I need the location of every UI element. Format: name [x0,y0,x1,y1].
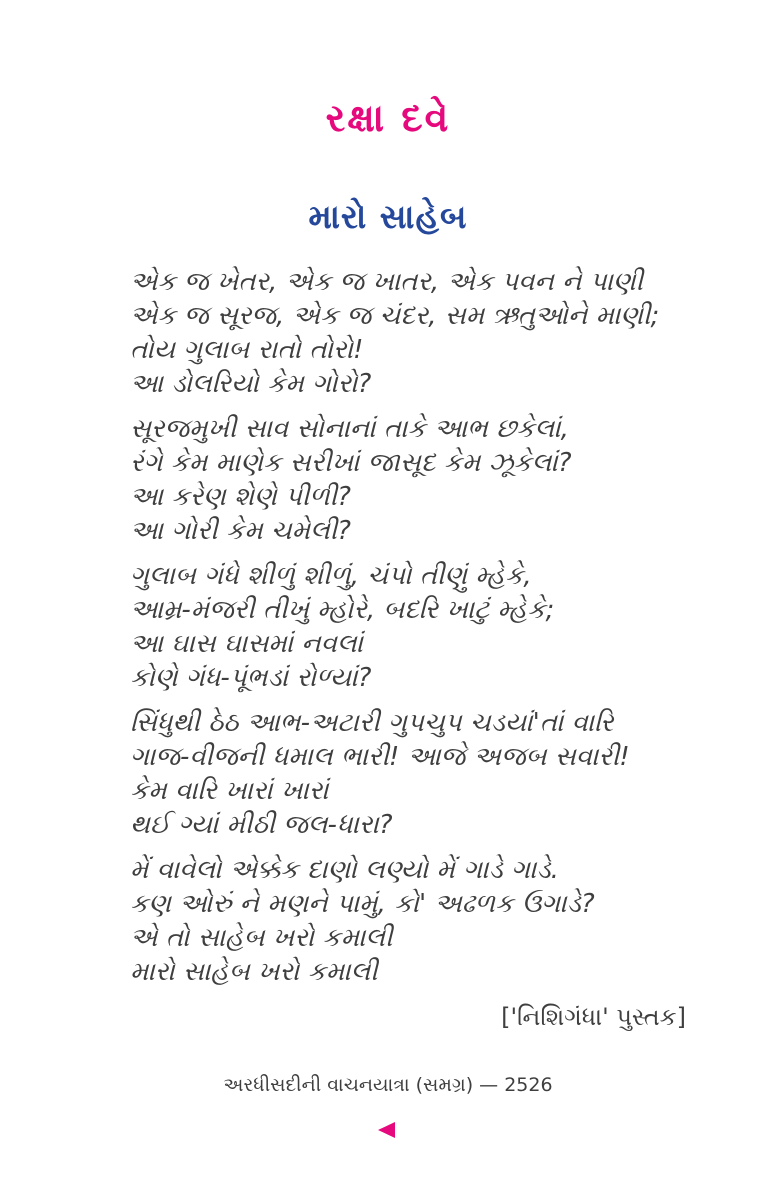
stanza-3 [130,559,716,695]
poem-line: આ ઘાસ ઘાસમાં નવલાં [130,629,364,659]
poem-line: રંગે કેમ માણેક સરીખાં જાસૂદ કેમ ઝૂકેલાં? [130,448,572,478]
poem-line: તોય ગુલાબ રાતો તોરો! [130,335,364,365]
poem-line: કેમ વારિ ખારાં ખારાં [130,776,329,806]
poem-line: એ તો સાહેબ ખરો કમાલી [130,923,393,953]
poem-line: એક જ સૂરજ, એક જ ચંદર, સમ ઋતુઓને માણી; [130,301,660,331]
poem-line: ગુલાબ ગંધે શીળું શીળું, ચંપો તીણું મ્હેકે, [130,561,532,591]
author-name: રક્ષા દવે [325,96,451,140]
poem-body [130,265,716,989]
poem-line: આ ડોલરિયો કેમ ગોરો? [130,369,372,399]
poem-line: આ કરેણ શેણે પીળી? [130,482,351,512]
source-attribution: ['નિશિગંધા' પુસ્તક] [501,1003,686,1031]
poem-line: મેં વાવેલો એક્કેક દાણો લણ્યો મેં ગાડે ગાડે. [130,855,559,885]
poem-title: મારો સાહેબ [308,197,468,236]
prev-page-arrow-icon[interactable] [378,1122,395,1138]
stanza-5 [130,853,716,989]
poem-line: ગાજ-વીજની ધમાલ ભારી! આજે અજબ સવારી! [130,742,630,772]
stanza-1 [130,265,716,401]
stanza-4 [130,706,716,842]
stanza-2 [130,412,716,548]
poem-line: થઈ ગ્યાં મીઠી જલ-ધારા? [130,810,393,840]
poem-line: સિંધુથી ઠેઠ આભ-અટારી ગુપચુપ ચડયાં'તાં વારિ [130,708,614,738]
poem-line: સૂરજમુખી સાવ સોનાનાં તાકે આભ છકેલાં, [130,414,569,444]
poem-line: આ ગોરી કેમ ચમેલી? [130,516,351,546]
poem-line: એક જ ખેતર, એક જ ખાતર, એક પવન ને પાણી [130,267,644,297]
poem-line: કણ ઓરું ને મણને પામું, કો' અઢળક ઉગાડે? [130,889,595,919]
poem-line: આમ્ર-મંજરી તીખું મ્હોરે, બદરિ ખાટું મ્હેકે; [130,595,555,625]
footer-text: અરધીસદીની વાચનયાત્રા (સમગ્ર) — 2526 [223,1074,553,1096]
poem-line: મારો સાહેબ ખરો કમાલી [130,957,378,987]
poem-line: કોણે ગંધ-પૂંભડાં રોળ્યાં? [130,663,372,693]
